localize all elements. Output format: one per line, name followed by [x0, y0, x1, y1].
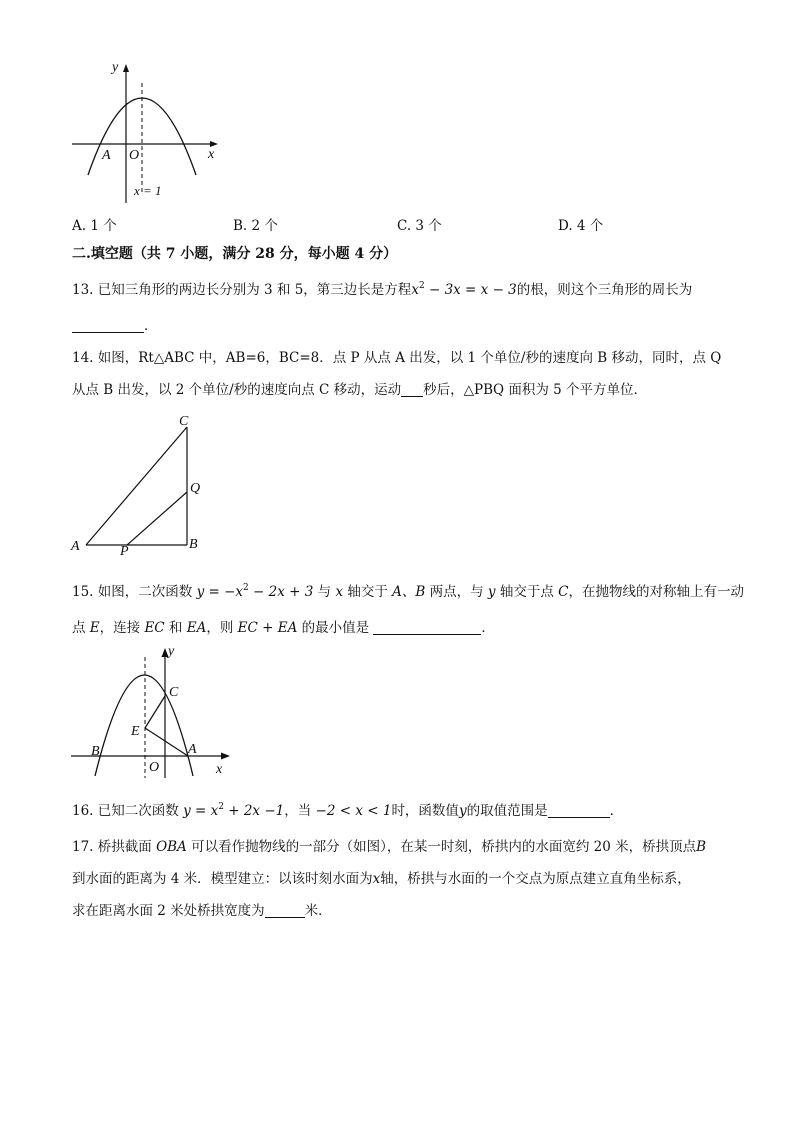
question-13-answer-line: [72, 316, 158, 336]
figure-parabola-2: [65, 643, 245, 783]
question-17-line-2: [72, 869, 691, 889]
q16-eq-rest: + 2x −1: [223, 803, 285, 819]
q13-text: 13. 已知三角形的两边长分别为 3 和 5，第三边长是方程: [72, 282, 412, 298]
question-14-line-2: [72, 380, 647, 400]
q13-eq-exp: 2: [418, 281, 425, 291]
figure-parabola-1: [60, 55, 230, 210]
q15-eq-exp: 2: [243, 583, 249, 593]
q17-text-5: 求在距离水面 2 米处桥拱宽度为: [72, 903, 265, 919]
q17-text-4: 轴，桥拱与水面的一个交点为原点建立直角坐标系，: [380, 871, 691, 887]
point-a-label: A: [102, 148, 111, 163]
q15-text-1: 15. 如图，二次函数: [72, 584, 197, 600]
q16-text-2: ，当: [284, 803, 316, 819]
q17-text-2: 可以看作抛物线的一部分（如图），在某一时刻，桥拱内的水面宽约 20 米，桥拱顶点: [186, 839, 697, 855]
q15-sum: EC + EA: [237, 620, 298, 636]
q15-text-4: 两点，与: [425, 584, 488, 600]
q15-e: E: [89, 620, 100, 636]
q14-text: 从点 B 出发，以 2 个单位/秒的速度向点 C 移动，运动: [72, 382, 402, 398]
q15-text-11: 的最小值是: [297, 620, 374, 636]
point-e-label: E: [131, 724, 140, 739]
q16-period: ．: [609, 803, 624, 819]
q14-text-end: 秒后，△PBQ 面积为 5 个平方单位．: [423, 382, 648, 398]
q17-text-6: 米．: [304, 903, 332, 919]
point-c-label: C: [169, 685, 179, 700]
point-q-label: Q: [190, 481, 201, 496]
q13-answer-blank[interactable]: [72, 318, 144, 333]
q16-eq: y = x: [183, 803, 219, 819]
q16-text-1: 16. 已知二次函数: [72, 803, 184, 819]
origin-label: O: [149, 760, 160, 775]
option-d: D. 4 个: [558, 218, 604, 234]
figure-triangle-abc: [65, 410, 215, 560]
q13-eq-rest: − 3x = x − 3: [424, 282, 517, 298]
q13-period: ．: [144, 318, 158, 334]
q16-y: y: [458, 803, 467, 819]
q15-y: y: [487, 584, 496, 600]
q15-ea: EA: [186, 620, 207, 636]
q17-text-3: 到水面的距离为 4 米．模型建立：以该时刻水面为: [72, 871, 373, 887]
q17-b: B: [696, 839, 707, 855]
option-c: C. 3 个: [397, 218, 442, 234]
question-15-line-2: [72, 618, 495, 638]
question-17-line-1: [72, 837, 706, 857]
q15-text-10: ，则: [206, 620, 238, 636]
section-title: 二.填空题（共 7 小题，满分 28 分，每小题 4 分）: [72, 246, 398, 262]
q17-oba: OBA: [156, 839, 187, 855]
vertex-a-label: A: [71, 539, 80, 554]
y-axis-arrow: [123, 64, 129, 72]
question-13: [72, 280, 692, 300]
q15-period: ．: [481, 620, 495, 636]
q17-text-1: 17. 桥拱截面: [72, 839, 157, 855]
point-a-label: A: [188, 742, 197, 757]
origin-label: O: [129, 148, 140, 163]
x-axis-label: x: [208, 147, 215, 162]
q16-answer-blank[interactable]: [548, 803, 610, 818]
q15-text-9: 和: [164, 620, 187, 636]
q15-text-2: 与: [313, 584, 336, 600]
x-axis-arrow: [221, 753, 230, 760]
question-16: [72, 801, 623, 821]
q15-ab: A、B: [392, 584, 426, 600]
q15-text-7: 点: [72, 620, 90, 636]
q15-eq-rest: − 2x + 3: [248, 584, 314, 600]
q15-text-3: 轴交于: [343, 584, 393, 600]
q13-eq-var: x: [411, 282, 419, 298]
y-axis-label: y: [168, 644, 175, 659]
q16-text-4: 的取值范围是: [466, 803, 548, 819]
option-a: A. 1 个: [72, 218, 117, 234]
q16-eq-exp: 2: [218, 802, 224, 812]
segment-pq: [127, 492, 187, 545]
q15-c: C: [558, 584, 569, 600]
option-b: B. 2 个: [233, 218, 278, 234]
q16-text-3: 时，函数值: [391, 803, 459, 819]
q16-range: −2 < x < 1: [315, 803, 392, 819]
y-axis-label: y: [112, 60, 119, 75]
q15-x: x: [335, 584, 344, 600]
point-p-label: P: [120, 544, 129, 559]
question-14-line-1: 14. 如图，Rt△ABC 中，AB=6，BC=8．点 P 从点 A 出发，以 1 个单位/秒的速度向 B 移动，同时，点 Q: [72, 350, 722, 366]
point-b-label: B: [91, 744, 100, 759]
q15-ec: EC: [144, 620, 165, 636]
side-ac: [86, 427, 187, 545]
q13-text-end: 的根，则这个三角形的周长为: [516, 282, 693, 298]
q14-answer-blank[interactable]: [401, 382, 423, 397]
q15-eq: y = −x: [196, 584, 244, 600]
q17-x: x: [372, 871, 381, 887]
q15-answer-blank[interactable]: [373, 620, 481, 635]
question-15-line-1: [72, 582, 744, 602]
vertex-b-label: B: [189, 537, 198, 552]
q15-text-5: 轴交于点: [495, 584, 559, 600]
question-17-line-3: [72, 901, 332, 921]
segment-ec: [145, 696, 165, 728]
x-axis-label: x: [216, 762, 223, 777]
vertex-c-label: C: [179, 414, 189, 429]
q17-answer-blank[interactable]: [265, 903, 305, 918]
q15-text-6: ，在抛物线的对称轴上有一动: [568, 584, 744, 600]
symmetry-axis-label: x = 1: [134, 183, 162, 198]
q15-text-8: ，连接: [99, 620, 145, 636]
